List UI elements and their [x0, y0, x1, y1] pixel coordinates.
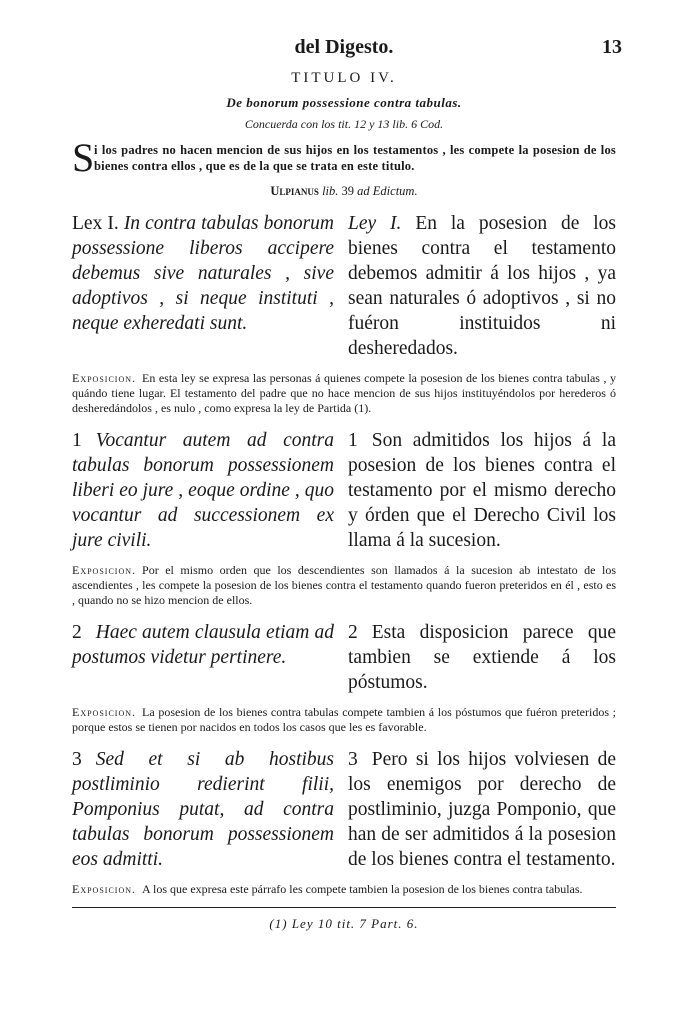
- latin-body: In contra tabulas bonorum possessione liberos accipere debemus sive naturales , sive adoptivos , si neque instituti , neque exheredati sunt.: [72, 213, 334, 334]
- exposition-text: En esta ley se expresa las personas á quienes compete la posesion de los bienes contra tabulas , y quándo tiene lugar. El testamento del padre que no hace mencion de sus hijos instituyéndolos por herederos ó desheredándolos , es nulo , como expresa la ley de Partida (1).: [72, 371, 616, 415]
- spanish-lead: Ley I.: [348, 213, 402, 234]
- latin-text: [72, 428, 334, 553]
- footnote-divider: [72, 907, 616, 908]
- paragraph-number: 2: [72, 622, 82, 643]
- exposition-text: Por el mismo orden que los descendientes son llamados á la sucesion ab intestato de los ascendientes , les compete la posesion de los bienes contra el testamento quando fueron preteridos en él , esto es , quando no se hizo mencion de ellos.: [72, 563, 616, 607]
- latin-body: Sed et si ab hostibus postliminio redierint filii, Pomponius putat, ad contra tabulas bonorum possessionem eos admitti.: [72, 749, 334, 870]
- paragraph-block: [72, 428, 616, 553]
- paragraph-block: [72, 747, 616, 872]
- latin-body: Vocantur autem ad contra tabulas bonorum possessionem liberi eo jure , eoque ordine , quo vocantur ad successionem ex jure civili.: [72, 430, 334, 551]
- source-number: 39: [341, 184, 355, 198]
- latin-text: [72, 747, 334, 872]
- running-head: del Digesto.: [294, 36, 394, 58]
- paragraph-number: 2: [348, 622, 358, 643]
- paragraph-number: 1: [72, 430, 82, 451]
- exposition-label: Exposicion.: [72, 371, 137, 385]
- paragraph-number: 1: [348, 430, 358, 451]
- exposition: [72, 705, 616, 735]
- paragraph-number: 3: [348, 749, 358, 770]
- spanish-text: [348, 211, 616, 361]
- section-subtitle: De bonorum possessione contra tabulas.: [226, 95, 462, 110]
- summary-text: i los padres no hacen mencion de sus hijos en los testamentos , les compete la posesion de los bienes contra ellos , que es de la que se trata en este titulo.: [94, 143, 616, 173]
- spanish-text: [348, 747, 616, 872]
- source-lib: lib.: [322, 184, 339, 198]
- spanish-text: [348, 620, 616, 695]
- exposition-label: Exposicion.: [72, 563, 137, 577]
- latin-lead: Lex I.: [72, 213, 119, 234]
- page-number: 13: [602, 36, 622, 58]
- concordance-note: Concuerda con los tit. 12 y 13 lib. 6 Cod.: [244, 117, 444, 131]
- paragraph-number: 3: [72, 749, 82, 770]
- exposition: [72, 371, 616, 416]
- book-page: [72, 36, 622, 932]
- source-ad: ad Edictum.: [357, 184, 418, 198]
- spanish-body: Esta disposicion parece que tambien se extiende á los póstumos.: [348, 622, 616, 693]
- exposition: [72, 563, 616, 608]
- spanish-body: Pero si los hijos volviesen de los enemigos por derecho de postliminio, juzga Pomponio, que han de ser admitidos á la posesion de los bienes contra el testamento.: [348, 749, 616, 870]
- spanish-text: [348, 428, 616, 553]
- title-summary: [72, 135, 616, 180]
- page-header: [72, 36, 622, 66]
- exposition-text: A los que expresa este párrafo les compete tambien la posesion de los bienes contra tabulas.: [142, 882, 583, 896]
- footnote: (1) Ley 10 tit. 7 Part. 6.: [269, 916, 419, 931]
- spanish-body: Son admitidos los hijos á la posesion de los bienes contra el testamento por el mismo derecho y órden que el Derecho Civil los llama á la sucesion.: [348, 430, 616, 551]
- latin-text: [72, 211, 334, 361]
- exposition: [72, 882, 616, 897]
- law-block: [72, 211, 616, 361]
- source-citation: [72, 184, 616, 199]
- latin-text: [72, 620, 334, 695]
- exposition-label: Exposicion.: [72, 882, 137, 896]
- section-title: TITULO IV.: [291, 70, 397, 86]
- exposition-text: La posesion de los bienes contra tabulas compete tambien á los póstumos que fuéron preteridos ; porque estos se tienen por nacidos en todos los casos que les es favorable.: [72, 705, 616, 734]
- spanish-body: En la posesion de los bienes contra el testamento debemos admitir á los hijos , ya sean naturales ó adoptivos , si no fuéron instituidos ni desheredados.: [348, 213, 616, 359]
- drop-cap: S: [72, 135, 95, 180]
- source-author: Ulpianus: [270, 184, 319, 198]
- exposition-label: Exposicion.: [72, 705, 137, 719]
- latin-body: Haec autem clausula etiam ad postumos videtur pertinere.: [72, 622, 334, 668]
- paragraph-block: [72, 620, 616, 695]
